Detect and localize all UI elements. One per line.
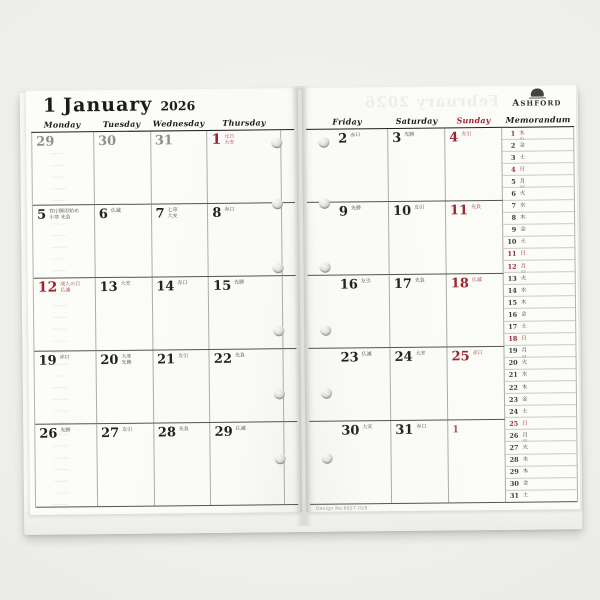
date-label: 8: [212, 205, 222, 221]
memo-date: 16: [508, 310, 518, 319]
memorandum-header: Memorandum: [505, 114, 571, 125]
date-label: 27: [101, 425, 120, 442]
punch-hole: [322, 453, 333, 464]
memo-row: [503, 176, 574, 189]
rokuyo-note: 仏滅: [361, 351, 372, 358]
month-name: January: [63, 93, 153, 117]
date-label: 13: [99, 279, 118, 296]
rokuyo-note: 大安: [415, 350, 426, 357]
date-label: 14: [156, 279, 175, 295]
week-row: [35, 422, 298, 508]
calendar-cell: [208, 203, 282, 276]
memo-row: [505, 369, 576, 382]
calendar-cell: [389, 201, 447, 274]
showthrough-title: February 2026: [363, 91, 499, 112]
memo-date: 30: [509, 479, 519, 489]
calendar-cell: [308, 275, 391, 348]
memo-date: 4: [511, 165, 516, 174]
memo-row: [506, 478, 577, 491]
calendar-cell: [446, 201, 504, 274]
date-label: 18: [450, 276, 469, 292]
calendar-cell: [94, 132, 152, 205]
calendar-cell: [445, 128, 503, 201]
date-label: 26: [39, 426, 58, 442]
calendar-cell: [390, 274, 448, 347]
memo-row: [505, 429, 576, 442]
memo-row: [506, 466, 577, 479]
memo-date: 22: [508, 383, 518, 392]
date-label: 24: [394, 349, 413, 366]
calendar-cell: [35, 424, 98, 507]
rokuyo-note: 友引: [414, 204, 425, 211]
punch-hole: [274, 388, 285, 399]
calendar-cell: [34, 351, 97, 424]
calendar-cell: [447, 274, 505, 347]
memo-dow: 木: [521, 384, 528, 391]
memo-date: 31: [509, 492, 520, 501]
memo-dow: 日: [520, 251, 527, 258]
memo-date: 20: [508, 359, 518, 368]
calendar-cell: [96, 351, 154, 424]
memo-date: 18: [508, 334, 518, 343]
memo-row: [503, 248, 574, 261]
calendar-cell: [390, 347, 448, 420]
punch-hole: [273, 262, 284, 273]
memo-date: 26: [509, 431, 519, 440]
week-row: [34, 349, 297, 425]
date-label: 25: [451, 349, 470, 365]
rokuyo-note: 大安: [120, 280, 131, 287]
memo-date: 13: [507, 274, 517, 283]
date-label: 28: [157, 425, 177, 441]
month-title: [43, 93, 196, 117]
rokuyo-note: 赤口: [59, 354, 70, 361]
calendar-cell: [308, 348, 391, 421]
memo-dow: 土: [520, 239, 526, 246]
memo-dow: 金: [521, 311, 527, 318]
memo-date: 28: [509, 455, 519, 464]
memo-dow: 金: [520, 226, 526, 233]
rokuyo-note: 友引: [178, 353, 189, 360]
memo-date: 7: [511, 201, 517, 210]
week-row: [308, 274, 505, 349]
day-header-monday: Monday: [43, 119, 81, 130]
date-label: 22: [213, 351, 233, 367]
punch-hole: [318, 137, 329, 148]
calendar-cell: [210, 349, 284, 422]
memo-date: 24: [509, 407, 519, 416]
date-label: 29: [36, 134, 55, 150]
day-header-tuesday: Tuesday: [102, 118, 141, 130]
page-left: [26, 88, 302, 515]
calendar-cell: [391, 420, 449, 503]
date-label: 12: [37, 279, 58, 296]
memo-row: [502, 151, 573, 164]
page-right: [302, 85, 580, 512]
calendar-cell: [34, 278, 97, 351]
date-label: 10: [392, 203, 412, 220]
day-header-row-left: [31, 117, 281, 130]
memo-row: [504, 272, 575, 285]
memo-dow: 火: [522, 444, 529, 451]
memo-dow: 日: [519, 166, 526, 173]
memo-row: [504, 284, 575, 297]
memo-date: 11: [507, 250, 517, 259]
memo-date: 23: [508, 395, 519, 404]
week-row: [32, 130, 295, 206]
memo-row: [502, 127, 573, 140]
date-label: 30: [341, 423, 360, 439]
calendar-cell: [283, 276, 297, 348]
rokuyo-note: 赤口: [224, 206, 235, 213]
memo-dow: 木: [520, 299, 527, 306]
calendar-cell: [33, 205, 96, 278]
memo-dow: 火: [520, 275, 527, 282]
date-label: 20: [100, 352, 119, 369]
rokuyo-note: 赤口: [177, 280, 188, 287]
memo-date: 21: [508, 371, 518, 380]
date-label: 31: [154, 133, 173, 149]
rokuyo-note: 先勝: [234, 279, 245, 286]
memo-row: [506, 490, 577, 503]
calendar-cell: [153, 350, 211, 423]
memo-date: 5: [511, 177, 516, 186]
memo-dow: 土: [521, 323, 527, 330]
date-label: 30: [97, 133, 117, 150]
memo-row: [505, 393, 576, 406]
rokuyo-note: 仏滅: [471, 277, 482, 284]
rokuyo-note: 大寒 先勝: [121, 353, 132, 366]
memo-row: [503, 236, 574, 249]
rokuyo-note: 先負: [414, 277, 425, 284]
memo-date: 1: [510, 129, 516, 138]
memo-date: 19: [508, 346, 518, 356]
memo-dow: 水: [521, 372, 528, 379]
calendar-cell: [95, 278, 153, 351]
memo-date: 12: [507, 262, 517, 271]
memo-dow: 土: [519, 154, 526, 161]
memo-dow: 月 04: [521, 347, 528, 359]
week-row: [33, 203, 296, 279]
date-label: 17: [393, 276, 412, 293]
day-header-thursday: Thursday: [222, 117, 266, 128]
memo-row: [505, 381, 576, 394]
memo-row: [506, 454, 577, 467]
memo-dow: 日: [521, 335, 527, 342]
day-header-sunday: Sunday: [456, 115, 491, 126]
memo-date: 25: [509, 419, 519, 428]
day-header-friday: Friday: [332, 116, 362, 127]
calendar-cell: [209, 276, 283, 349]
rokuyo-note: 先負: [234, 352, 245, 359]
week-row: [306, 128, 503, 203]
memo-row: [504, 296, 575, 309]
rokuyo-note: 赤口: [416, 423, 427, 430]
memo-date: 2: [510, 141, 516, 150]
memo-row: [505, 357, 576, 370]
rokuyo-note: 赤口: [472, 350, 483, 357]
memo-dow: 水: [519, 202, 526, 209]
memo-dow: 木: [520, 214, 526, 221]
date-label: 15: [213, 278, 232, 294]
rokuyo-note: 先負: [471, 204, 482, 211]
date-label: 21: [157, 352, 176, 368]
memo-dow: 土: [522, 492, 529, 500]
planner-spread: [18, 75, 585, 537]
calendar-cell: [284, 422, 298, 504]
rokuyo-note: 先勝: [350, 205, 362, 212]
date-label: 4: [449, 130, 459, 146]
memo-row: [504, 321, 575, 334]
date-label: 23: [340, 350, 359, 366]
date-label: 9: [338, 204, 349, 220]
calendar-cell: [151, 131, 209, 204]
calendar-cell: [309, 421, 392, 504]
week-row: [309, 420, 506, 505]
calendar-cell: [448, 420, 506, 503]
punch-hole: [275, 453, 286, 464]
rokuyo-note: 大安: [362, 424, 373, 431]
memo-list: [502, 127, 578, 503]
bag-icon: [530, 88, 543, 96]
memo-row: [505, 417, 576, 430]
calendar-cell: [151, 204, 209, 277]
right-week-grid: [306, 128, 506, 505]
memo-date: 8: [511, 213, 517, 222]
date-label: 19: [38, 353, 57, 369]
rokuyo-note: 先勝: [404, 131, 415, 138]
memo-row: [503, 224, 574, 237]
date-label: 2: [338, 131, 348, 147]
memo-date: 27: [509, 443, 519, 452]
date-label: 1: [211, 131, 222, 148]
memo-dow: 木 01: [519, 130, 525, 141]
memo-dow: 火: [521, 359, 528, 367]
rokuyo-note: 成人の日 仏滅: [60, 281, 81, 294]
calendar-cell: [32, 132, 95, 205]
year-label: 2026: [160, 98, 196, 114]
calendar-cell: [152, 277, 210, 350]
date-label: 16: [339, 277, 358, 293]
calendar-cell: [388, 128, 446, 201]
date-label: 7: [155, 206, 165, 222]
date-label: 3: [392, 130, 402, 147]
rokuyo-note: 仏滅: [235, 425, 246, 432]
memo-dow: 金: [522, 480, 529, 487]
memo-dow: 火: [519, 190, 526, 197]
rokuyo-note: 七草 大安: [167, 207, 178, 219]
memo-date: 6: [511, 189, 516, 198]
memo-date: 10: [507, 238, 517, 247]
punch-hole: [320, 325, 331, 336]
memo-date: 9: [511, 226, 517, 235]
memo-row: [504, 345, 575, 358]
calendar-cell: [283, 349, 297, 421]
rokuyo-note: 友引: [461, 131, 472, 138]
punch-hole: [271, 137, 282, 148]
memo-dow: 月 03: [520, 263, 527, 274]
rokuyo-note: 友引: [360, 278, 371, 285]
memo-dow: 月 05: [522, 432, 528, 444]
design-number: Design No.6027-026: [316, 505, 368, 512]
punch-hole: [320, 262, 331, 273]
month-number: 1: [42, 94, 58, 117]
memo-row: [504, 309, 575, 322]
memo-dow: 日: [522, 420, 528, 427]
date-label: 11: [449, 203, 469, 219]
date-label: 6: [98, 207, 108, 223]
memo-row: [505, 405, 576, 418]
calendar-cell: [281, 130, 295, 202]
rokuyo-note: 仏滅: [110, 207, 121, 214]
memo-dow: 水: [522, 456, 529, 463]
memo-date: 17: [508, 322, 518, 331]
rokuyo-note: 先負: [178, 426, 189, 433]
memo-row: [503, 200, 574, 213]
day-header-wednesday: Wednesday: [152, 118, 205, 129]
memo-date: 14: [507, 286, 517, 295]
memo-row: [504, 333, 575, 346]
memo-row: [504, 260, 575, 273]
memo-dow: 金: [521, 396, 528, 403]
calendar-cell: [282, 203, 296, 275]
memo-dow: 水: [520, 287, 527, 294]
memo-date: 15: [507, 298, 518, 307]
rokuyo-note: 先勝: [60, 427, 71, 434]
calendar-cell: [447, 347, 505, 420]
memo-dow: 木: [522, 468, 529, 475]
punch-hole: [319, 198, 330, 209]
memo-row: [503, 212, 574, 225]
memo-date: 29: [509, 467, 519, 476]
punch-hole: [321, 388, 332, 399]
week-row: [34, 276, 297, 352]
week-row: [308, 347, 505, 422]
calendar-cell: [97, 424, 155, 507]
memo-row: [503, 188, 574, 201]
day-header-row-right: [306, 114, 574, 127]
memo-dow: 土: [522, 408, 528, 415]
memo-date: 3: [510, 153, 516, 162]
rokuyo-note: 赤口: [350, 132, 361, 139]
memo-row: [502, 139, 573, 152]
date-label: 1: [452, 424, 459, 436]
brand-logo: [506, 88, 568, 109]
punch-hole: [273, 325, 284, 336]
brand-name: ASHFORD: [512, 98, 562, 109]
rokuyo-note: 官庁御用始め 小寒 先負: [49, 208, 80, 221]
calendar-cell: [154, 423, 212, 506]
rokuyo-note: 元日 大安: [224, 133, 235, 146]
calendar-cell: [211, 422, 286, 505]
calendar-cell: [95, 205, 153, 278]
date-label: 5: [36, 207, 47, 223]
day-header-saturday: Saturday: [395, 115, 438, 126]
memo-row: [505, 442, 576, 455]
date-label: 31: [395, 422, 414, 439]
left-week-grid: [31, 130, 298, 508]
punch-hole: [272, 198, 283, 209]
memo-row: [503, 163, 574, 176]
memo-dow: 金: [519, 142, 525, 149]
memo-dow: 月 02: [519, 178, 526, 190]
rokuyo-note: 友引: [122, 426, 133, 433]
week-row: [307, 201, 504, 276]
date-label: 29: [214, 424, 233, 440]
